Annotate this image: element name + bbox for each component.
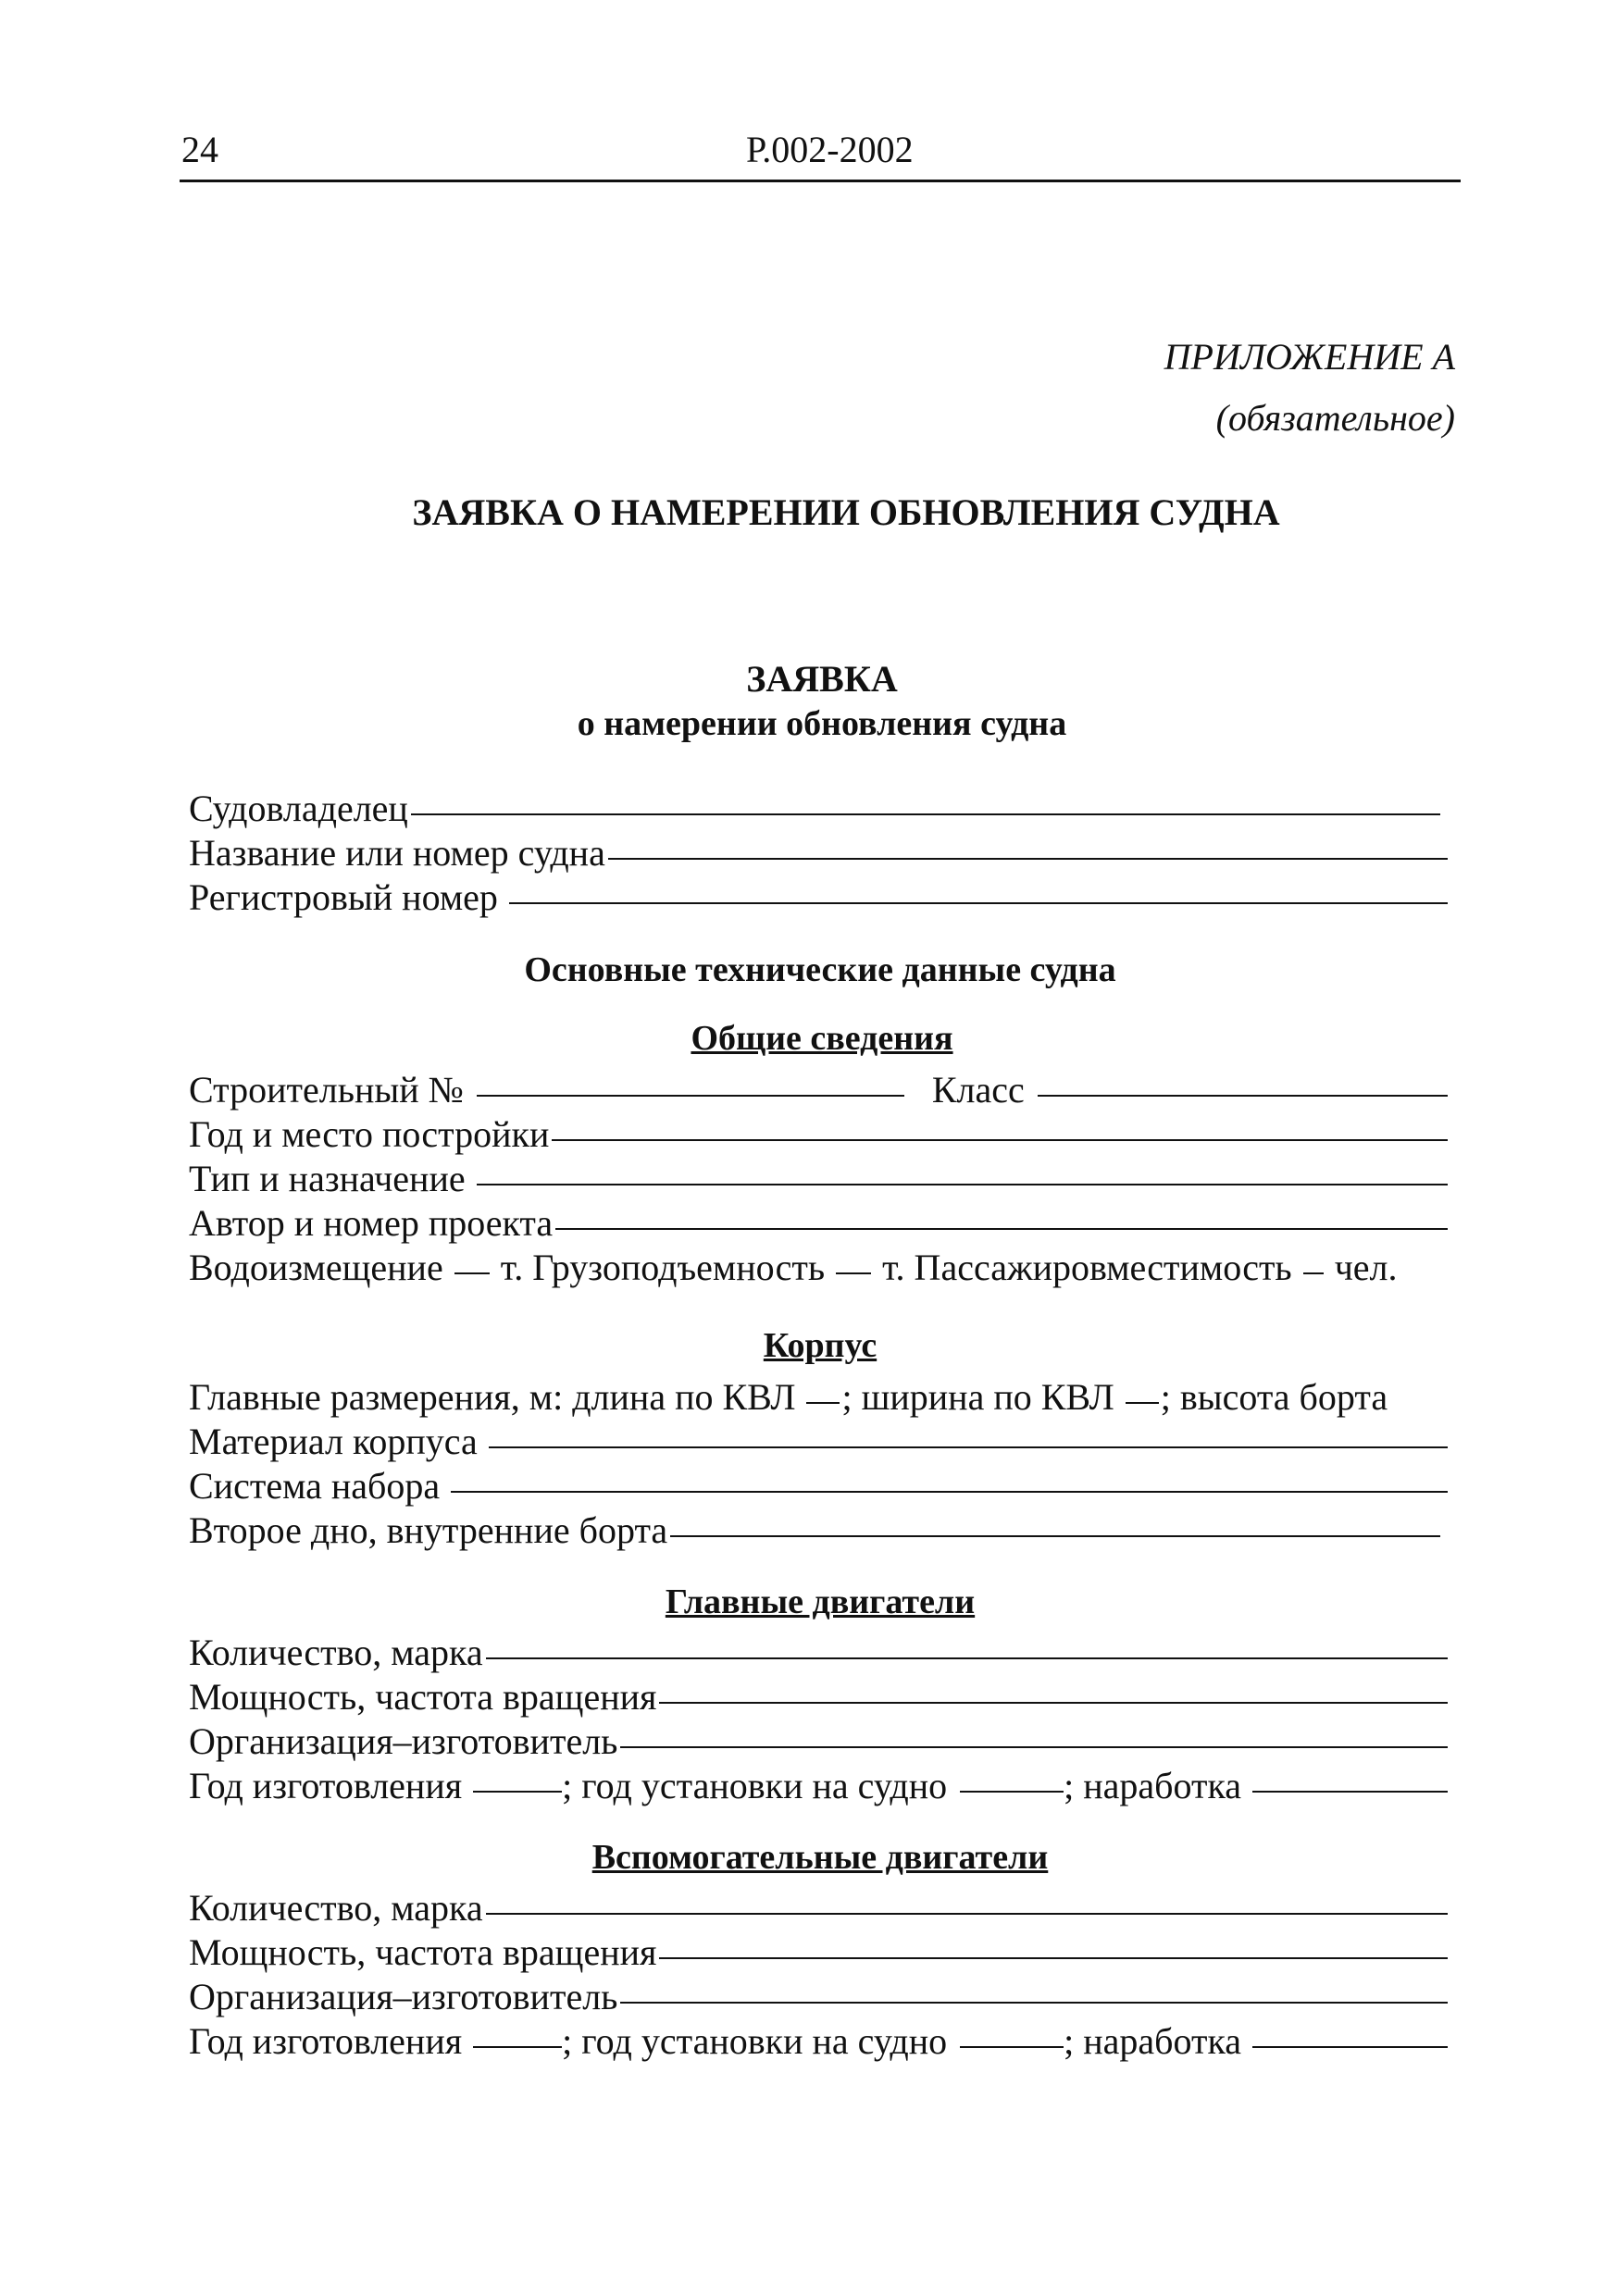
passengers-label: т. Пассажировместимость xyxy=(882,1247,1292,1288)
register-number-label: Регистровый номер xyxy=(189,876,498,918)
main-count-brand-line[interactable] xyxy=(486,1657,1448,1659)
header-rule xyxy=(180,180,1461,182)
main-maker-line[interactable] xyxy=(620,1746,1448,1748)
aux-year-made-line[interactable] xyxy=(473,2046,562,2048)
owner-field[interactable] xyxy=(189,787,1448,830)
aux-year-made-label: Год изготовления xyxy=(189,2020,463,2062)
hull-material-field[interactable] xyxy=(189,1420,1448,1463)
owner-label: Судовладелец xyxy=(189,788,408,829)
appendix-title: ПРИЛОЖЕНИЕ А xyxy=(1164,336,1455,378)
aux-power-line[interactable] xyxy=(659,1957,1448,1959)
build-number-line[interactable] xyxy=(477,1095,904,1097)
type-purpose-line[interactable] xyxy=(477,1184,1448,1185)
class-label: Класс xyxy=(931,1069,1025,1111)
year-place-label: Год и место постройки xyxy=(189,1113,550,1155)
project-field[interactable] xyxy=(189,1201,1448,1245)
double-bottom-line[interactable] xyxy=(670,1535,1440,1537)
aux-count-brand-field[interactable] xyxy=(189,1886,1448,1930)
aux-power-label: Мощность, частота вращения xyxy=(189,1931,657,1973)
hull-heading: Корпус xyxy=(763,1326,877,1365)
framing-label: Система набора xyxy=(189,1465,441,1507)
main-maker-field[interactable] xyxy=(189,1719,1448,1763)
main-year-made-label: Год изготовления xyxy=(189,1765,463,1806)
aux-year-installed-label: ; год установки на судно xyxy=(562,2020,948,2062)
aux-engines-heading: Вспомогательные двигатели xyxy=(591,1838,1049,1877)
framing-field[interactable] xyxy=(189,1464,1448,1508)
build-number-label: Строительный № xyxy=(189,1069,464,1111)
owner-line[interactable] xyxy=(411,813,1440,815)
register-number-line[interactable] xyxy=(509,902,1448,904)
form-title: ЗАЯВКА xyxy=(746,658,898,700)
main-year-installed-label: ; год установки на судно xyxy=(562,1765,948,1806)
height-label: ; высота борта xyxy=(1160,1376,1388,1418)
capacity-line[interactable] xyxy=(836,1272,871,1274)
form-subtitle: о намерении обновления судна xyxy=(577,704,1067,743)
project-label: Автор и номер проекта xyxy=(189,1202,554,1244)
displacement-label: Водоизмещение xyxy=(189,1247,443,1288)
project-line[interactable] xyxy=(555,1228,1448,1230)
vessel-name-line[interactable] xyxy=(608,858,1448,860)
main-operating-label: ; наработка xyxy=(1064,1765,1242,1806)
aux-maker-label: Организация–изготовитель xyxy=(189,1976,618,2017)
aux-maker-field[interactable] xyxy=(189,1975,1448,2018)
general-heading: Общие сведения xyxy=(691,1019,953,1058)
main-year-made-line[interactable] xyxy=(473,1791,562,1793)
type-purpose-field[interactable] xyxy=(189,1157,1448,1200)
double-bottom-field[interactable] xyxy=(189,1508,1448,1552)
type-purpose-label: Тип и назначение xyxy=(189,1158,466,1199)
aux-count-brand-label: Количество, марка xyxy=(189,1887,483,1929)
aux-year-installed-line[interactable] xyxy=(960,2046,1064,2048)
passengers-line[interactable] xyxy=(1303,1272,1324,1274)
dimensions-label: Главные размерения, м: длина по КВЛ xyxy=(189,1376,796,1418)
main-power-label: Мощность, частота вращения xyxy=(189,1676,657,1718)
class-line[interactable] xyxy=(1038,1095,1448,1097)
dimensions-field[interactable] xyxy=(189,1375,1448,1419)
year-place-field[interactable] xyxy=(189,1112,1448,1156)
aux-count-brand-line[interactable] xyxy=(486,1913,1448,1915)
aux-operating-label: ; наработка xyxy=(1064,2020,1242,2062)
page-number: 24 xyxy=(181,129,218,170)
vessel-name-label: Название или номер судна xyxy=(189,832,605,874)
appendix-status: (обязательное) xyxy=(1215,397,1455,439)
vessel-name-field[interactable] xyxy=(189,831,1448,875)
main-engines-heading: Главные двигатели xyxy=(665,1582,976,1621)
framing-line[interactable] xyxy=(451,1491,1448,1493)
displacement-field[interactable] xyxy=(189,1246,1448,1289)
aux-power-field[interactable] xyxy=(189,1930,1448,1974)
length-line[interactable] xyxy=(806,1402,840,1404)
document-code: Р.002-2002 xyxy=(746,129,914,170)
register-number-field[interactable] xyxy=(189,875,1448,919)
double-bottom-label: Второе дно, внутренние борта xyxy=(189,1509,668,1551)
year-place-line[interactable] xyxy=(552,1139,1448,1141)
main-power-line[interactable] xyxy=(659,1702,1448,1704)
main-power-field[interactable] xyxy=(189,1675,1448,1719)
aux-operating-line[interactable] xyxy=(1252,2046,1448,2048)
main-tech-heading: Основные технические данные судна xyxy=(524,950,1116,989)
width-line[interactable] xyxy=(1126,1402,1159,1404)
width-label: ; ширина по КВЛ xyxy=(841,1376,1114,1418)
main-maker-label: Организация–изготовитель xyxy=(189,1720,618,1762)
page-title: ЗАЯВКА О НАМЕРЕНИИ ОБНОВЛЕНИЯ СУДНА xyxy=(412,491,1280,533)
aux-maker-line[interactable] xyxy=(620,2002,1448,2004)
main-count-brand-field[interactable] xyxy=(189,1631,1448,1674)
hull-material-line[interactable] xyxy=(489,1446,1448,1448)
main-years-field[interactable] xyxy=(189,1764,1448,1807)
main-operating-line[interactable] xyxy=(1252,1791,1448,1793)
persons-unit: чел. xyxy=(1334,1247,1398,1288)
main-year-installed-line[interactable] xyxy=(960,1791,1064,1793)
displacement-line[interactable] xyxy=(454,1272,490,1274)
aux-years-field[interactable] xyxy=(189,2019,1448,2063)
main-count-brand-label: Количество, марка xyxy=(189,1632,483,1673)
build-number-class-field[interactable] xyxy=(189,1068,1448,1111)
hull-material-label: Материал корпуса xyxy=(189,1421,478,1462)
capacity-label: т. Грузоподъемность xyxy=(500,1247,826,1288)
